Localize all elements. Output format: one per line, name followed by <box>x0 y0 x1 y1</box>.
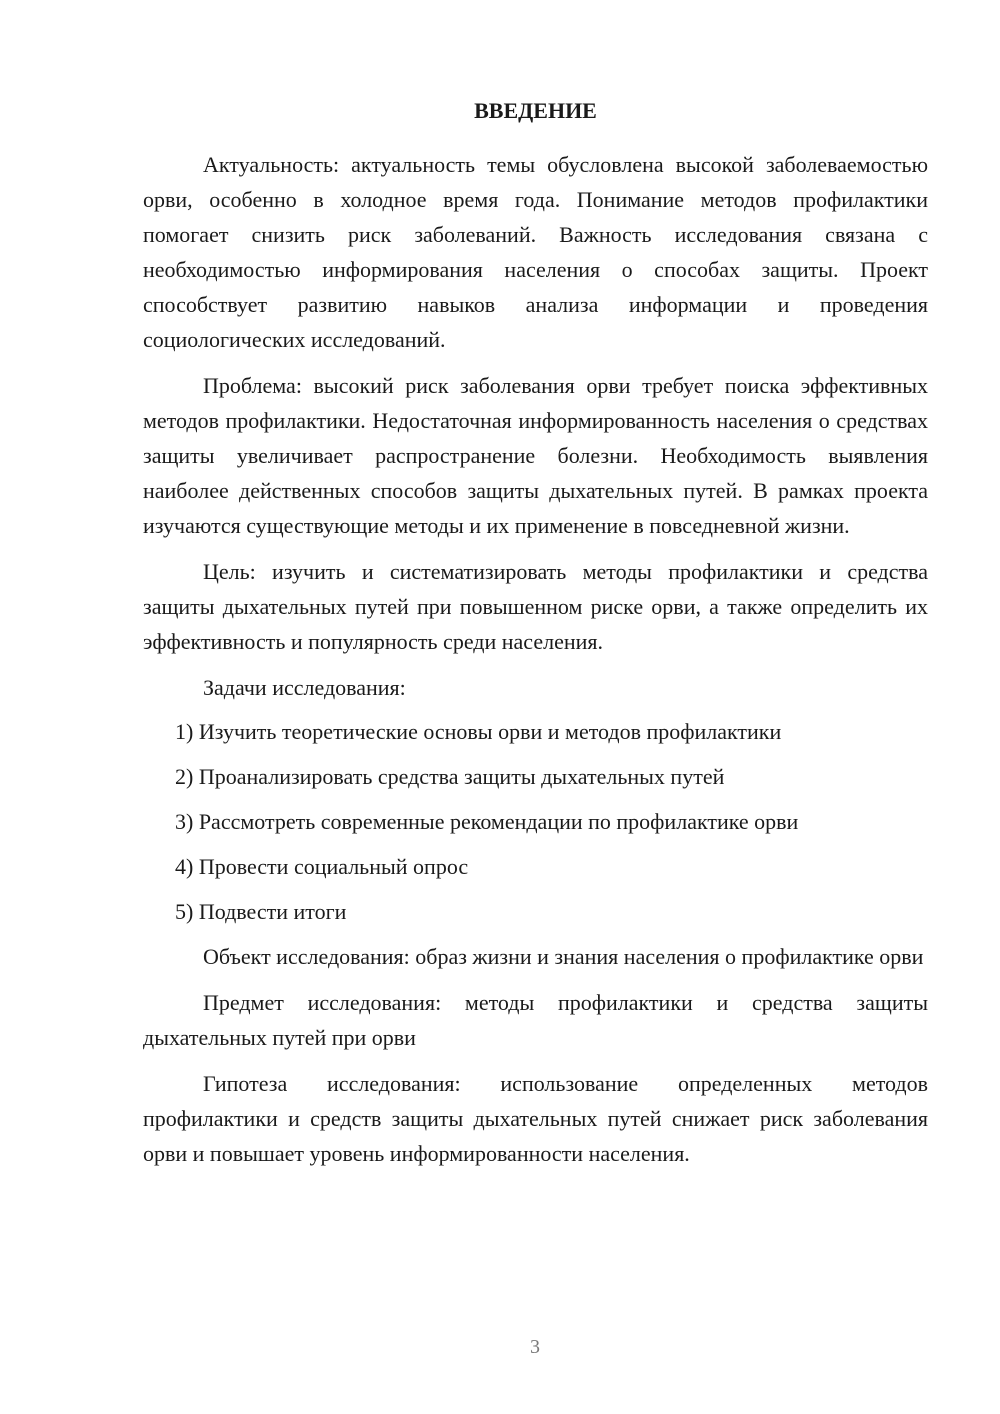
paragraph-goal: Цель: изучить и систематизировать методы профилактики и средства защиты дыхательных путей при повышенном риске орви, а также определить их эффективность и популярность среди населения. <box>143 559 928 654</box>
list-item: 5) Подвести итоги <box>175 899 347 924</box>
paragraph-relevance: Актуальность: актуальность темы обусловлена высокой заболеваемостью орви, особенно в холодное время года. Понимание методов профилактики помогает снизить риск заболеваний. Важность исследования связана с необходимостью информирования населения о способах защиты. Проект способствует развитию навыков анализа информации и проведения социологических исследований. <box>143 152 928 352</box>
list-item: 4) Провести социальный опрос <box>175 854 469 879</box>
tasks-list <box>143 714 928 929</box>
tasks-title: Задачи исследования: <box>203 675 406 700</box>
paragraph-hypothesis: Гипотеза исследования: использование определенных методов профилактики и средств защиты дыхательных путей снижает риск заболевания орви и повышает уровень информированности населения. <box>143 1071 928 1166</box>
paragraph-problem: Проблема: высокий риск заболевания орви требует поиска эффективных методов профилактики. Недостаточная информированность населения о средствах защиты увеличивает распространение болезни. Необходимость выявления наиболее действенных способов защиты дыхательных путей. В рамках проекта изучаются существующие методы и их применение в повседневной жизни. <box>143 373 928 538</box>
list-item: 2) Проанализировать средства защиты дыхательных путей <box>175 764 725 789</box>
paragraph-subject: Предмет исследования: методы профилактики и средства защиты дыхательных путей при орви <box>143 990 928 1050</box>
document-page <box>143 95 928 1171</box>
section-heading: ВВЕДЕНИЕ <box>474 98 597 123</box>
paragraph-object: Объект исследования: образ жизни и знания населения о профилактике орви <box>203 944 924 969</box>
list-item: 3) Рассмотреть современные рекомендации по профилактике орви <box>175 809 799 834</box>
list-item: 1) Изучить теоретические основы орви и методов профилактики <box>175 719 782 744</box>
page-number: 3 <box>530 1336 540 1358</box>
